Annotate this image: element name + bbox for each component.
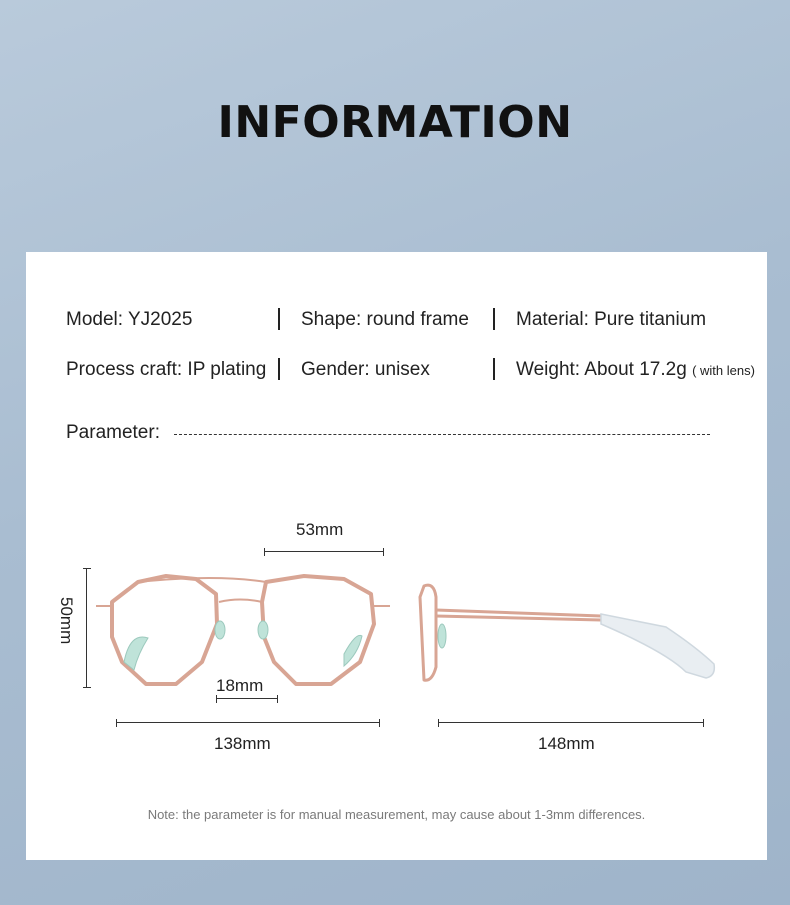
page-title: INFORMATION [217,97,573,148]
bridge-width-dimension-line [216,698,278,699]
spec-shape: Shape: round frame [301,309,469,330]
bridge-width-label: 18mm [216,676,264,695]
info-card [26,252,767,860]
lens-width-label: 53mm [296,520,344,539]
measurement-note: Note: the parameter is for manual measurement, may cause about 1-3mm differences. [147,807,646,822]
spec-gender: Gender: unisex [301,359,430,380]
frame-width-dimension-line [116,722,380,723]
spec-weight-note: ( with lens) [692,363,755,378]
lens-width-dimension-line [264,551,384,552]
temple-length-dimension-line [438,722,704,723]
spec-process: Process craft: IP plating [66,359,267,380]
lens-height-dimension-line [86,568,87,688]
spec-material: Material: Pure titanium [516,309,707,330]
lens-height-label: 50mm [57,597,76,645]
spec-weight-value: Weight: About 17.2g [516,359,687,380]
spec-model: Model: YJ2025 [66,309,193,330]
glasses-side-view [26,252,767,860]
frame-width-label: 138mm [214,734,271,753]
temple-length-label: 148mm [538,734,595,753]
parameter-label: Parameter: [66,422,160,443]
